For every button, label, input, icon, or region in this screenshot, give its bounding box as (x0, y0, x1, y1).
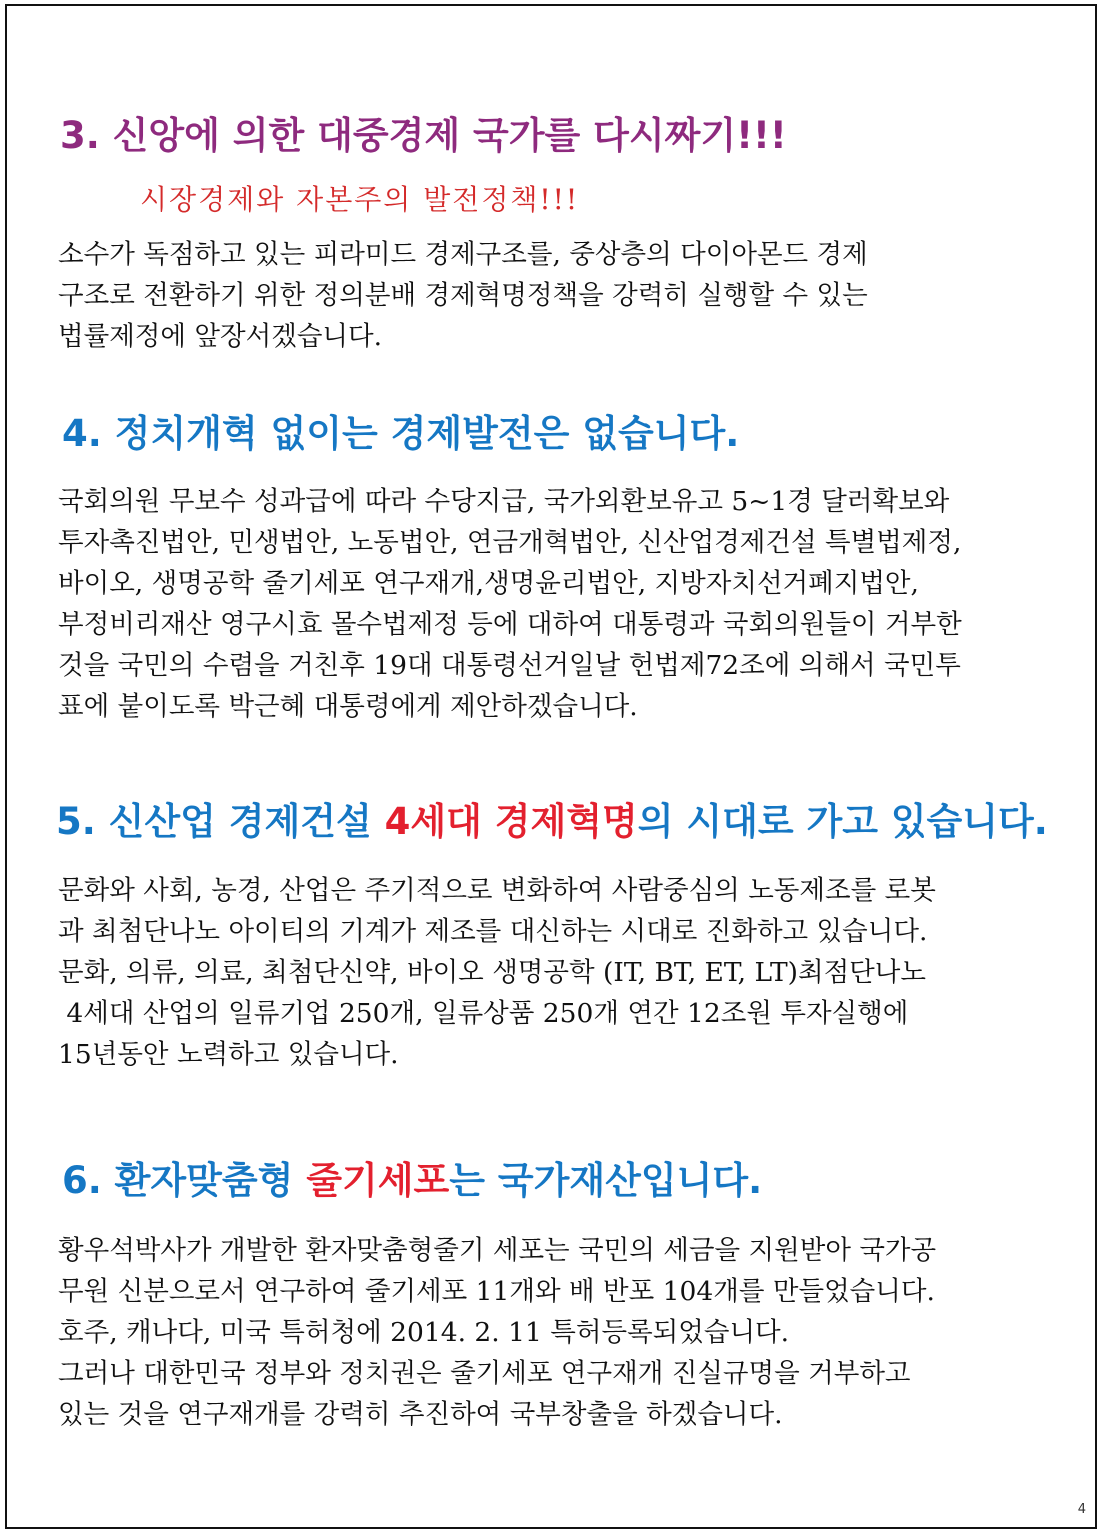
section-6-heading-end: 는 국가재산입니다. (449, 1159, 763, 1202)
body-line: 문화, 의류, 의료, 최첨단신약, 바이오 생명공학 (IT, BT, ET, LT)최점단나노 (58, 957, 926, 988)
section-5-heading-highlight: 4세대 경제혁명 (384, 800, 638, 843)
body-line: 호주, 캐나다, 미국 특허청에 2014. 2. 11 특허등록되었습니다. (58, 1317, 790, 1348)
body-line: 문화와 사회, 농경, 산업은 주기적으로 변화하여 사람중심의 노동제조를 로봇 (58, 875, 936, 906)
body-line: 법률제정에 앞장서겠습니다. (58, 321, 383, 352)
section-6-heading-start: 6. 환자맞춤형 (62, 1159, 307, 1202)
section-5-body (58, 870, 936, 1075)
body-line: 15년동안 노력하고 있습니다. (58, 1039, 399, 1070)
section-5-heading (56, 798, 1048, 846)
section-3-body (58, 234, 868, 357)
section-6-body (58, 1230, 936, 1435)
body-line: 것을 국민의 수렴을 거친후 19대 대통령선거일날 헌법제72조에 의해서 국민투 (58, 650, 961, 681)
body-line: 과 최첨단나노 아이티의 기계가 제조를 대신하는 시대로 진화하고 있습니다. (58, 916, 928, 947)
page-number: 4 (1077, 1502, 1086, 1517)
section-3-heading: 3. 신앙에 의한 대중경제 국가를 다시짜기!!! (60, 114, 787, 157)
body-line: 바이오, 생명공학 줄기세포 연구재개,생명윤리법안, 지방자치선거폐지법안, (58, 568, 919, 599)
body-line: 구조로 전환하기 위한 정의분배 경제혁명정책을 강력히 실행할 수 있는 (58, 280, 868, 311)
body-line: 투자촉진법안, 민생법안, 노동법안, 연금개혁법안, 신산업경제건설 특별법제정, (58, 527, 962, 558)
section-6-heading-highlight: 줄기세포 (306, 1159, 450, 1202)
body-line: 무원 신분으로서 연구하여 줄기세포 11개와 배 반포 104개를 만들었습니다. (58, 1276, 935, 1307)
body-line: 황우석박사가 개발한 환자맞춤형줄기 세포는 국민의 세금을 지원받아 국가공 (58, 1235, 937, 1266)
section-4-heading: 4. 정치개혁 없이는 경제발전은 없습니다. (62, 412, 740, 455)
body-line: 국회의원 무보수 성과급에 따라 수당지급, 국가외환보유고 5~1경 달러확보와 (58, 486, 950, 517)
section-6-heading (62, 1157, 762, 1205)
section-5-heading-start: 5. 신산업 경제건설 (56, 800, 385, 843)
body-line: 있는 것을 연구재개를 강력히 추진하여 국부창출을 하겠습니다. (58, 1399, 783, 1430)
body-line: 부정비리재산 영구시효 몰수법제정 등에 대하여 대통령과 국회의원들이 거부한 (58, 609, 962, 640)
body-line: 4세대 산업의 일류기업 250개, 일류상품 250개 연간 12조원 투자실행에 (58, 998, 909, 1029)
section-3-subheading: 시장경제와 자본주의 발전정책!!! (140, 183, 580, 216)
body-line: 표에 붙이도록 박근혜 대통령에게 제안하겠습니다. (58, 691, 638, 722)
section-4-body (58, 481, 962, 727)
body-line: 소수가 독점하고 있는 피라미드 경제구조를, 중상층의 다이아몬드 경제 (58, 239, 868, 270)
body-line: 그러나 대한민국 정부와 정치권은 줄기세포 연구재개 진실규명을 거부하고 (58, 1358, 911, 1389)
section-5-heading-end: 의 시대로 가고 있습니다. (637, 800, 1048, 843)
